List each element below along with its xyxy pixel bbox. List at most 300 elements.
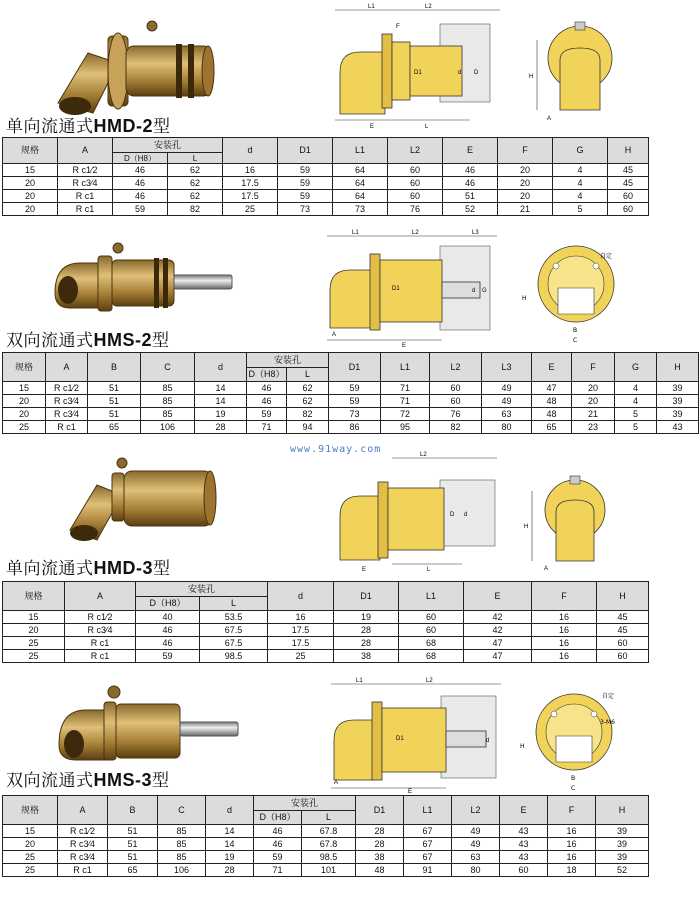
table-cell: 19 xyxy=(334,611,399,624)
table-row xyxy=(3,624,649,637)
table-cell: 60 xyxy=(597,650,649,663)
col-header: H xyxy=(596,796,649,825)
table-cell: 20 xyxy=(3,190,58,203)
hms2-dim-h: H xyxy=(522,295,527,302)
table-body xyxy=(3,825,649,877)
table-row xyxy=(3,851,649,864)
table-row xyxy=(3,190,649,203)
hms2-dim-c: C xyxy=(573,337,578,344)
table-cell: 85 xyxy=(158,838,206,851)
table-cell: R c1⁄2 xyxy=(46,382,88,395)
col-header: G xyxy=(615,353,657,382)
table-cell: 101 xyxy=(302,864,356,877)
table-cell: 47 xyxy=(464,650,532,663)
col-header: d xyxy=(206,796,254,825)
hms2-section-drawing xyxy=(322,228,502,348)
table-cell: 52 xyxy=(596,864,649,877)
col-header: d xyxy=(195,353,247,382)
table-cell: 59 xyxy=(254,851,302,864)
table-cell: 67.5 xyxy=(200,624,268,637)
hmd2-dim-d1: D1 xyxy=(414,70,422,76)
table-cell: 20 xyxy=(3,395,46,408)
table-cell: 20 xyxy=(498,177,553,190)
hmd2-dim-l1: L1 xyxy=(368,4,375,10)
table-cell: 25 xyxy=(3,864,58,877)
table-cell: 60 xyxy=(608,190,649,203)
table-cell: 60 xyxy=(430,395,482,408)
table-cell: 46 xyxy=(443,164,498,177)
table-cell: 51 xyxy=(88,395,141,408)
table-cell: 59 xyxy=(278,177,333,190)
col-header: C xyxy=(141,353,195,382)
col-subheader: L xyxy=(200,597,268,611)
col-header: E xyxy=(443,138,498,164)
col-header: H xyxy=(597,582,649,611)
table-cell: 48 xyxy=(356,864,404,877)
table-cell: 17.5 xyxy=(268,637,334,650)
table-cell: R c1 xyxy=(58,864,108,877)
col-subheader: D（H8） xyxy=(254,811,302,825)
table-cell: 40 xyxy=(136,611,200,624)
col-header: L1 xyxy=(333,138,388,164)
table-cell: 20 xyxy=(3,408,46,421)
table-cell: 59 xyxy=(329,382,381,395)
hms3-dim-a: A xyxy=(334,780,339,786)
table-cell: 15 xyxy=(3,382,46,395)
table-cell: 48 xyxy=(532,408,572,421)
table-cell: 62 xyxy=(287,382,329,395)
col-header: d xyxy=(268,582,334,611)
table-cell: 20 xyxy=(498,164,553,177)
table-cell: 73 xyxy=(278,203,333,216)
table-cell: 85 xyxy=(141,382,195,395)
hms2-dim-l3: L3 xyxy=(472,230,479,236)
table-cell: 80 xyxy=(452,864,500,877)
table-cell: 60 xyxy=(500,864,548,877)
hms3-dim-b: B xyxy=(571,775,576,782)
table-cell: 60 xyxy=(399,624,464,637)
col-header: L2 xyxy=(430,353,482,382)
table-row xyxy=(3,421,699,434)
table-cell: R c3⁄4 xyxy=(58,851,108,864)
col-header-group: 安装孔 xyxy=(136,582,268,597)
hms3-dim-l1: L1 xyxy=(356,678,363,684)
table-cell: 17.5 xyxy=(223,190,278,203)
table-cell: 65 xyxy=(88,421,141,434)
col-header: A xyxy=(58,138,113,164)
hmd2-end-view xyxy=(525,10,625,125)
table-cell: 4 xyxy=(553,190,608,203)
col-header: F xyxy=(572,353,615,382)
table-cell: R c3⁄4 xyxy=(58,838,108,851)
table-cell: 19 xyxy=(195,408,247,421)
table-cell: 60 xyxy=(597,637,649,650)
table-cell: 85 xyxy=(158,825,206,838)
table-row xyxy=(3,650,649,663)
table-cell: 52 xyxy=(443,203,498,216)
table-cell: 20 xyxy=(498,190,553,203)
table-cell: 39 xyxy=(657,382,699,395)
table-cell: R c1⁄2 xyxy=(65,611,136,624)
table-cell: 71 xyxy=(247,421,287,434)
table-cell: 62 xyxy=(168,164,223,177)
table-cell: R c1⁄2 xyxy=(58,164,113,177)
col-header: E xyxy=(532,353,572,382)
table-cell: 73 xyxy=(333,203,388,216)
table-body xyxy=(3,164,649,216)
table-cell: 43 xyxy=(500,851,548,864)
table-cell: 39 xyxy=(596,851,649,864)
table-cell: 46 xyxy=(136,624,200,637)
table-cell: 20 xyxy=(572,382,615,395)
table-cell: 73 xyxy=(329,408,381,421)
hms2-dim-e: E xyxy=(402,343,407,349)
hmd2-dim-a: A xyxy=(547,116,552,122)
col-header-group: 安装孔 xyxy=(247,353,329,368)
col-header: D1 xyxy=(334,582,399,611)
table-row xyxy=(3,637,649,650)
table-cell: 4 xyxy=(553,177,608,190)
col-header: 规格 xyxy=(3,353,46,382)
table-cell: 43 xyxy=(500,825,548,838)
table-cell: 38 xyxy=(334,650,399,663)
table-cell: 71 xyxy=(381,382,430,395)
table-cell: 28 xyxy=(356,838,404,851)
table-cell: 16 xyxy=(548,838,596,851)
table-cell: 85 xyxy=(141,395,195,408)
table-cell: 64 xyxy=(333,190,388,203)
table-cell: 45 xyxy=(597,611,649,624)
table-cell: 20 xyxy=(3,203,58,216)
table-cell: 76 xyxy=(430,408,482,421)
table-cell: R c1 xyxy=(46,421,88,434)
table-cell: 46 xyxy=(254,825,302,838)
table-cell: 21 xyxy=(498,203,553,216)
hmd2-section-drawing xyxy=(330,2,510,130)
hmd3-dim-l2: L2 xyxy=(420,452,427,458)
table-cell: 4 xyxy=(553,164,608,177)
hms3-title: 双向流通式HMS-3型 xyxy=(6,770,170,791)
hms2-dim-d1: D1 xyxy=(392,286,400,292)
table-cell: 67 xyxy=(404,851,452,864)
table-cell: 43 xyxy=(657,421,699,434)
table-cell: 5 xyxy=(553,203,608,216)
table-cell: 4 xyxy=(615,382,657,395)
table-cell: 42 xyxy=(464,624,532,637)
hms3-section-drawing xyxy=(326,676,506,794)
col-subheader: L xyxy=(302,811,356,825)
table-row xyxy=(3,825,649,838)
table-cell: 16 xyxy=(532,637,597,650)
table-cell: R c3⁄4 xyxy=(46,395,88,408)
col-subheader: L xyxy=(287,368,329,382)
hmd2-dim-f: F xyxy=(396,24,400,30)
table-cell: 71 xyxy=(381,395,430,408)
table-cell: 16 xyxy=(548,851,596,864)
table-cell: 63 xyxy=(452,851,500,864)
table-cell: 21 xyxy=(572,408,615,421)
hms2-dim-g: G xyxy=(482,288,487,294)
table-cell: 67 xyxy=(404,825,452,838)
col-header: H xyxy=(608,138,649,164)
table-cell: 23 xyxy=(572,421,615,434)
table-row xyxy=(3,177,649,190)
table-cell: 38 xyxy=(356,851,404,864)
table-cell: 15 xyxy=(3,611,65,624)
table-cell: 39 xyxy=(657,408,699,421)
hms3-dim-e: E xyxy=(408,789,413,795)
table-cell: 20 xyxy=(3,177,58,190)
col-header-group: 安装孔 xyxy=(113,138,223,153)
table-cell: 62 xyxy=(168,177,223,190)
col-header: L1 xyxy=(381,353,430,382)
table-cell: 51 xyxy=(108,838,158,851)
table-cell: 95 xyxy=(381,421,430,434)
hms3-product-photo xyxy=(54,680,244,765)
table-cell: 46 xyxy=(113,164,168,177)
table-cell: 16 xyxy=(532,650,597,663)
table-cell: 49 xyxy=(452,838,500,851)
table-row xyxy=(3,838,649,851)
table-row xyxy=(3,203,649,216)
table-cell: 64 xyxy=(333,164,388,177)
table-cell: 85 xyxy=(141,408,195,421)
col-header: E xyxy=(464,582,532,611)
table-cell: 39 xyxy=(657,395,699,408)
table-cell: 76 xyxy=(388,203,443,216)
table-cell: 16 xyxy=(268,611,334,624)
table-cell: R c1 xyxy=(58,203,113,216)
table-cell: 98.5 xyxy=(302,851,356,864)
table-cell: 46 xyxy=(113,177,168,190)
table-cell: 51 xyxy=(88,408,141,421)
hmd3-dim-h: H xyxy=(524,524,529,530)
col-header: L2 xyxy=(388,138,443,164)
table-cell: R c3⁄4 xyxy=(58,177,113,190)
table-cell: 51 xyxy=(88,382,141,395)
table-cell: 20 xyxy=(3,624,65,637)
table-cell: 85 xyxy=(158,851,206,864)
hmd3-dim-l: L xyxy=(427,567,431,573)
table-row xyxy=(3,611,649,624)
table-cell: 25 xyxy=(3,650,65,663)
table-cell: 49 xyxy=(452,825,500,838)
hmd3-section-drawing xyxy=(332,452,507,574)
table-cell: 60 xyxy=(388,164,443,177)
table-cell: 5 xyxy=(615,421,657,434)
table-cell: 60 xyxy=(399,611,464,624)
table-cell: 15 xyxy=(3,164,58,177)
table-cell: 80 xyxy=(482,421,532,434)
table-cell: 14 xyxy=(195,382,247,395)
table-cell: 62 xyxy=(168,190,223,203)
table-cell: R c1 xyxy=(58,190,113,203)
table-cell: 15 xyxy=(3,825,58,838)
table-cell: 59 xyxy=(136,650,200,663)
table-cell: 86 xyxy=(329,421,381,434)
table-cell: 91 xyxy=(404,864,452,877)
col-header: 规格 xyxy=(3,796,58,825)
table-cell: 67 xyxy=(404,838,452,851)
table-cell: 59 xyxy=(247,408,287,421)
table-cell: 28 xyxy=(195,421,247,434)
col-header: F xyxy=(498,138,553,164)
table-cell: 39 xyxy=(596,825,649,838)
col-header: A xyxy=(46,353,88,382)
table-cell: 28 xyxy=(334,624,399,637)
hmd2-spec-table xyxy=(2,137,649,216)
hmd3-dim-dd: d xyxy=(464,512,468,518)
table-cell: 39 xyxy=(596,838,649,851)
col-header: 规格 xyxy=(3,582,65,611)
hmd2-dim-h: H xyxy=(529,74,534,80)
table-cell: 60 xyxy=(430,382,482,395)
table-cell: 20 xyxy=(3,838,58,851)
table-cell: 46 xyxy=(254,838,302,851)
hms3-dim-l2: L2 xyxy=(426,678,433,684)
hms3-dim-d1: D1 xyxy=(396,736,404,742)
hms3-dim-m6: 3-M6 xyxy=(600,719,615,726)
col-header: B xyxy=(88,353,141,382)
table-cell: 53.5 xyxy=(200,611,268,624)
hms2-custom-label: 自定 xyxy=(600,253,613,260)
hms2-product-photo xyxy=(50,238,240,313)
hms2-dim-l1: L1 xyxy=(352,230,359,236)
watermark-url: www.91way.com xyxy=(290,444,382,455)
table-cell: 59 xyxy=(278,190,333,203)
table-cell: 45 xyxy=(608,164,649,177)
table-cell: 25 xyxy=(268,650,334,663)
hms3-custom-label: 自定 xyxy=(602,693,615,700)
table-cell: 65 xyxy=(108,864,158,877)
table-cell: 46 xyxy=(136,637,200,650)
table-cell: 71 xyxy=(254,864,302,877)
table-cell: 51 xyxy=(108,825,158,838)
table-cell: 82 xyxy=(168,203,223,216)
table-cell: 17.5 xyxy=(223,177,278,190)
table-cell: 46 xyxy=(113,190,168,203)
table-cell: R c1 xyxy=(65,637,136,650)
table-cell: 106 xyxy=(158,864,206,877)
hms2-dim-d: d xyxy=(472,288,476,294)
col-header: H xyxy=(657,353,699,382)
table-cell: 25 xyxy=(223,203,278,216)
table-cell: 46 xyxy=(443,177,498,190)
hms2-title: 双向流通式HMS-2型 xyxy=(6,330,170,351)
hms3-spec-table xyxy=(2,795,649,877)
hmd2-title: 单向流通式HMD-2型 xyxy=(6,116,171,137)
table-cell: 17.5 xyxy=(268,624,334,637)
table-cell: 94 xyxy=(287,421,329,434)
col-header: L2 xyxy=(452,796,500,825)
table-cell: 49 xyxy=(482,382,532,395)
hmd3-product-photo xyxy=(62,455,222,545)
table-cell: 98.5 xyxy=(200,650,268,663)
table-cell: 106 xyxy=(141,421,195,434)
table-cell: 60 xyxy=(608,203,649,216)
col-header: F xyxy=(548,796,596,825)
table-cell: 28 xyxy=(334,637,399,650)
table-cell: R c1 xyxy=(65,650,136,663)
hms3-dim-d: d xyxy=(486,738,490,744)
table-cell: R c1⁄2 xyxy=(58,825,108,838)
hmd3-dim-d: D xyxy=(450,512,455,518)
col-header: A xyxy=(58,796,108,825)
hmd2-dim-e: E xyxy=(370,124,375,130)
table-cell: 19 xyxy=(206,851,254,864)
table-cell: 43 xyxy=(500,838,548,851)
col-subheader: D（H8） xyxy=(247,368,287,382)
table-cell: 47 xyxy=(532,382,572,395)
hmd3-spec-table xyxy=(2,581,649,663)
table-row xyxy=(3,164,649,177)
table-cell: 72 xyxy=(381,408,430,421)
hmd2-product-photo xyxy=(48,8,218,118)
hms2-end-view xyxy=(518,236,628,348)
col-header: L1 xyxy=(399,582,464,611)
table-cell: 62 xyxy=(287,395,329,408)
table-cell: 45 xyxy=(597,624,649,637)
hmd2-dim-d: d xyxy=(458,70,462,76)
table-cell: 64 xyxy=(333,177,388,190)
hms2-spec-table xyxy=(2,352,699,434)
table-cell: 68 xyxy=(399,637,464,650)
hmd3-dim-e: E xyxy=(362,567,367,573)
col-subheader: L xyxy=(168,153,223,164)
table-cell: 47 xyxy=(464,637,532,650)
table-cell: 82 xyxy=(430,421,482,434)
table-cell: 25 xyxy=(3,637,65,650)
table-cell: 16 xyxy=(548,825,596,838)
col-header: L1 xyxy=(404,796,452,825)
hms2-dim-b: B xyxy=(573,327,578,334)
col-header: C xyxy=(158,796,206,825)
table-cell: 16 xyxy=(532,611,597,624)
table-cell: 59 xyxy=(113,203,168,216)
table-cell: 18 xyxy=(548,864,596,877)
table-row xyxy=(3,408,699,421)
table-cell: 25 xyxy=(3,851,58,864)
table-body xyxy=(3,382,699,434)
table-cell: 59 xyxy=(329,395,381,408)
table-cell: 42 xyxy=(464,611,532,624)
table-cell: 49 xyxy=(482,395,532,408)
hmd2-dim-l2: L2 xyxy=(425,4,432,10)
table-cell: 67.8 xyxy=(302,838,356,851)
table-cell: 14 xyxy=(195,395,247,408)
col-subheader: D（H8） xyxy=(136,597,200,611)
table-cell: 5 xyxy=(615,408,657,421)
table-row xyxy=(3,864,649,877)
col-header: F xyxy=(532,582,597,611)
table-cell: 51 xyxy=(443,190,498,203)
table-cell: 14 xyxy=(206,838,254,851)
hms3-dim-h: H xyxy=(520,743,525,750)
table-cell: 28 xyxy=(356,825,404,838)
hms3-dim-c: C xyxy=(571,785,576,792)
table-cell: 16 xyxy=(223,164,278,177)
col-header: G xyxy=(553,138,608,164)
table-cell: 16 xyxy=(532,624,597,637)
table-cell: 82 xyxy=(287,408,329,421)
table-cell: 60 xyxy=(388,177,443,190)
table-cell: 65 xyxy=(532,421,572,434)
hmd2-dim-dd: D xyxy=(474,70,479,76)
table-cell: 67.5 xyxy=(200,637,268,650)
hmd3-end-view xyxy=(520,466,620,574)
table-cell: 59 xyxy=(278,164,333,177)
col-header: D1 xyxy=(356,796,404,825)
